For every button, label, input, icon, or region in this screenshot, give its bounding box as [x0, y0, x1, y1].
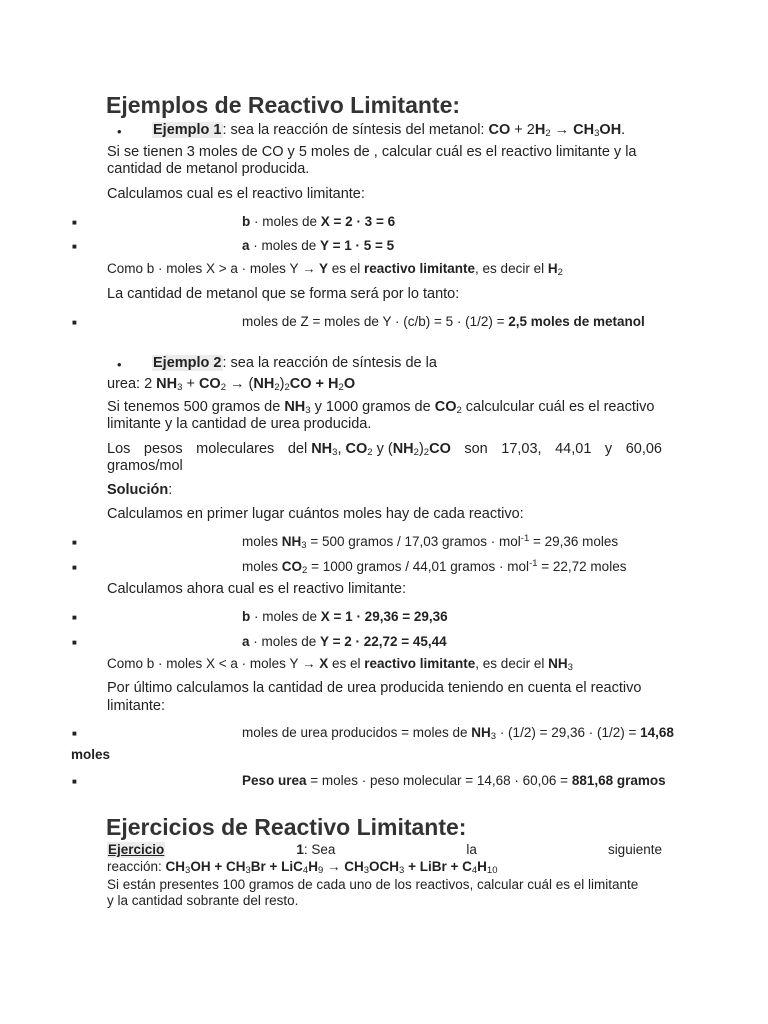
example2-nh3-line: moles $NH_3 = 500$ gramos / 17,03 gramos · mol$^{-1}$ = 29,36 moles: [242, 533, 619, 551]
example2-urea-wrap: moles: [71, 747, 111, 762]
example2-a-line: a · moles de Y = 2 · 22,72 = 45,44: [242, 634, 447, 649]
bullet-square: ■: [72, 638, 77, 647]
bullet-dot: •: [117, 357, 122, 372]
exercise1-label: Ejercicio: [108, 842, 165, 857]
example1-a-line: a · moles de Y = 1 · 5 = 5: [242, 238, 395, 253]
example2-weight-line: Peso urea = moles · peso molecular = 14,68 · 60,06 = 881,68 gramos: [242, 773, 666, 788]
example2-conclusion: Como b · moles X < a · moles Y → X es el reactivo limitante, es decir el $NH_3$: [107, 656, 573, 673]
example1-label: Ejemplo 1: [153, 122, 222, 138]
example1-methanol-intro: La cantidad de metanol que se forma será por lo tanto:: [107, 286, 460, 302]
example2-weights-2: gramos/mol: [107, 458, 183, 474]
exercise1-equation: reacción: $CH_3OH + CH_3Br + LiC_4H_9 \to CH_3OCH_3$ + LiBr + $C_4H_{10}$: [107, 859, 498, 876]
bullet-square: ■: [72, 318, 77, 327]
example2-equation: urea: 2 $NH_3 + CO_2 \to (NH_2)_2CO + H_2O$: [107, 376, 356, 393]
section-title-examples: Ejemplos de Reactivo Limitante:: [106, 92, 461, 118]
bullet-square: ■: [72, 563, 77, 572]
exercise1-statement-1: Si están presentes 100 gramos de cada uno de los reactivos, calcular cuál es el limitante: [107, 877, 639, 892]
example2-line: Ejemplo 2: sea la reacción de síntesis de la: [153, 355, 437, 371]
section-title-exercises: Ejercicios de Reactivo Limitante:: [106, 814, 467, 840]
example2-given-1: Si tenemos 500 gramos de $NH_3$ y 1000 gramos de $CO_2$ calculcular cuál es el reactivo: [107, 399, 655, 416]
example2-urea-line: moles de urea producidos = moles de $NH_3 \cdot (1/2) = 29,36 \cdot (1/2) = 14,68$: [242, 725, 674, 742]
bullet-square: ■: [72, 729, 77, 738]
example2-solution: Solución:: [107, 482, 173, 498]
example2-urea-intro-2: limitante:: [107, 698, 166, 714]
bullet-square: ■: [72, 538, 77, 547]
example1-calc-intro: Calculamos cual es el reactivo limitante:: [107, 186, 365, 202]
example2-given-2: limitante y la cantidad de urea producida.: [107, 416, 372, 432]
example2-moles-intro: Calculamos en primer lugar cuántos moles hay de cada reactivo:: [107, 506, 524, 522]
example2-weights-1: Los pesos moleculares del $NH_3$, $CO_2$ y $(NH_2)_2CO$ son 17,03, 44,01 y 60,06: [107, 441, 662, 458]
example1-b-line: b · moles de X = 2 · 3 = 6: [242, 214, 396, 229]
example2-limit-intro: Calculamos ahora cual es el reactivo limitante:: [107, 581, 406, 597]
bullet-square: ■: [72, 242, 77, 251]
example1-z-line: moles de Z = moles de Y · (c/b) = 5 · (1/2) = 2,5 moles de metanol: [242, 314, 645, 329]
bullet-dot: •: [117, 124, 122, 139]
exercise1-statement-2: y la cantidad sobrante del resto.: [107, 893, 299, 908]
example1-statement-1: Si se tienen 3 moles de CO y 5 moles de , calcular cuál es el reactivo limitante y la: [107, 144, 637, 160]
bullet-square: ■: [72, 613, 77, 622]
example2-b-line: b · moles de X = 1 · 29,36 = 29,36: [242, 609, 448, 624]
example1-line: Ejemplo 1: sea la reacción de síntesis del metanol: CO + $2H_2 \to CH_3OH$.: [153, 122, 626, 139]
exercise1-line-1: Ejercicio 1: Sea la siguiente: [108, 842, 662, 857]
example1-conclusion: Como b · moles X > a · moles Y → Y es el reactivo limitante, es decir el $H_2$: [107, 261, 563, 278]
bullet-square: ■: [72, 218, 77, 227]
example2-urea-intro-1: Por último calculamos la cantidad de urea producida teniendo en cuenta el reactivo: [107, 680, 642, 696]
example2-co2-line: moles $CO_2 = 1000$ gramos / 44,01 gramos · mol$^{-1}$ = 22,72 moles: [242, 558, 627, 576]
bullet-square: ■: [72, 777, 77, 786]
example1-statement-2: cantidad de metanol producida.: [107, 161, 310, 177]
example2-label: Ejemplo 2: [153, 355, 222, 371]
